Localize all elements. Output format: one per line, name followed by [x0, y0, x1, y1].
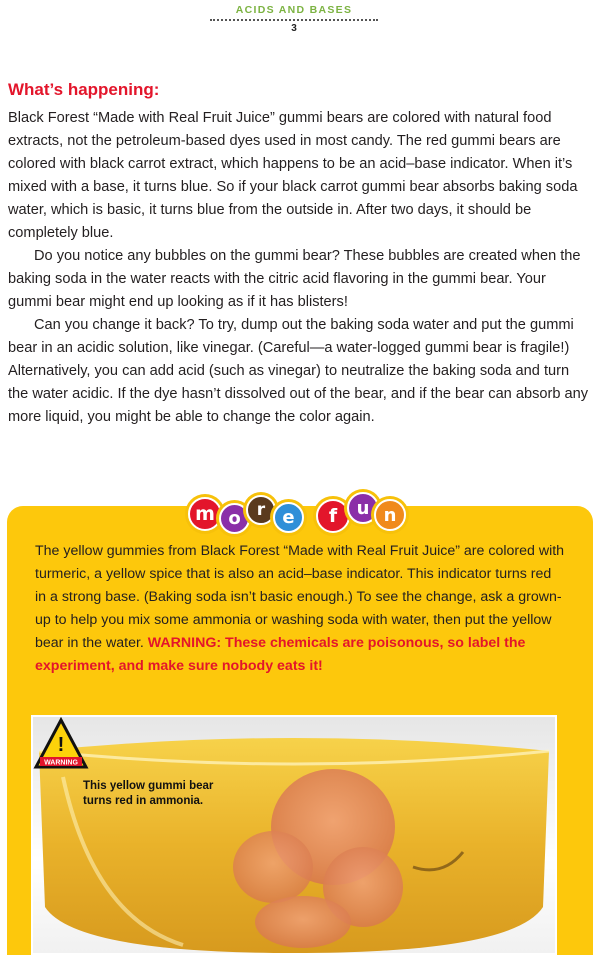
paragraph: Can you change it back? To try, dump out the baking soda water and put the gummi bear in an acidic solution, like vinegar. (Careful—a water-logged gummi bear is fragile!) Alternatively, you can add acid (such as vinegar) to neutralize the baking soda and turn the water acidic. If the dye hasn’t dissolved out of the bear, and if the bear can absorb any more liquid, you might be able to change the color again.	[8, 317, 589, 425]
gummi-bear-photo	[31, 715, 557, 955]
bowl-illustration	[33, 717, 555, 953]
banner-letter: f	[316, 499, 350, 533]
banner-letter: e	[273, 502, 304, 533]
more-fun-banner	[186, 489, 406, 533]
paragraph: Black Forest “Made with Real Fruit Juice” gummi bears are colored with natural food extracts, not the petroleum-based dyes used in most candy. The red gummi bears are colored with black carrot extract, which happens to be an acid–base indicator. When it’s mixed with a base, it turns blue. So if your black carrot gummi bear absorbs baking soda water, which is basic, it turns blue from the outside in. After two days, it should be completely blue.	[8, 110, 578, 241]
section-title: ACIDS AND BASES	[235, 4, 353, 16]
banner-letter: o	[219, 503, 250, 534]
banner-letter: r	[246, 495, 276, 525]
more-fun-body: The yellow gummies from Black Forest “Made with Real Fruit Juice” are colored with turmeric, a yellow spice that is also an acid–base indicator. This indicator turns red in a strong base. (Baking soda isn’t basic enough.) To see the change, ask a grown-up to help you mix some ammonia or washing soda with water, then put the yellow bear in the water.	[35, 543, 565, 651]
banner-letter: n	[374, 499, 406, 531]
dotted-rule	[210, 19, 378, 21]
banner-letter: u	[347, 492, 379, 524]
running-head	[208, 4, 380, 34]
sign-glyph: !	[57, 734, 65, 756]
warning-sign-icon	[33, 717, 89, 771]
body-text	[8, 107, 590, 429]
page-number: 3	[291, 23, 297, 34]
paragraph: Do you notice any bubbles on the gummi bear? These bubbles are created when the baking soda in the water reacts with the citric acid flavoring in the gummi bear. Your gummi bear might end up looking as if it has blisters!	[8, 248, 581, 310]
gummi-bear-part	[233, 831, 313, 903]
gummi-bear-part	[255, 896, 351, 948]
banner-letter: m	[188, 497, 222, 531]
photo-caption: This yellow gummi bear turns red in ammonia.	[83, 780, 214, 807]
section-heading: What’s happening:	[8, 80, 160, 99]
more-fun-text	[35, 540, 565, 678]
sign-label: WARNING	[44, 759, 78, 767]
warning-text: WARNING: These chemicals are poisonous, so label the experiment, and make sure nobody eats it!	[35, 635, 526, 674]
